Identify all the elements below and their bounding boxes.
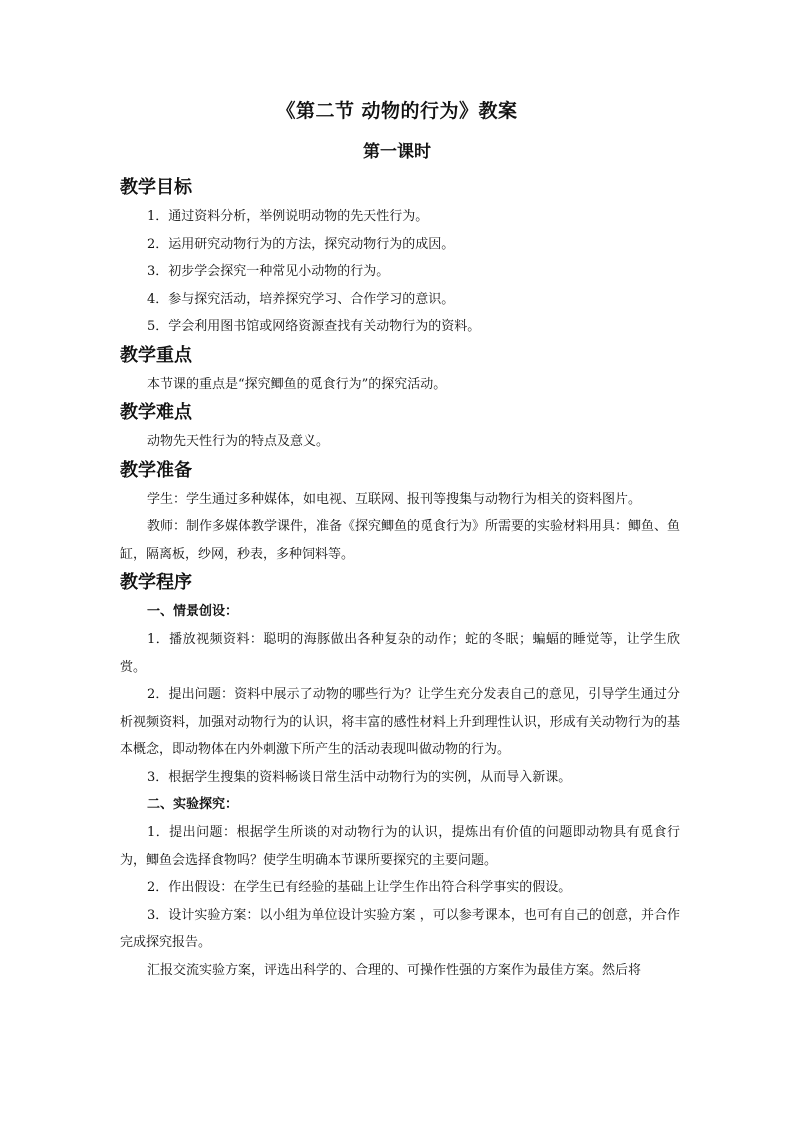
procedure-item: 1．播放视频资料：聪明的海豚做出各种复杂的动作；蛇的冬眠；蝙蝠的睡觉等，让学生欣赏。 bbox=[120, 632, 680, 675]
objective-item: 4．参与探究活动，培养探究学习、合作学习的意识。 bbox=[147, 291, 455, 307]
preparation-teacher: 教师：制作多媒体教学课件，准备《探究鲫鱼的觅食行为》所需要的实验材料用具：鲫鱼、鱼缸，隔离板，纱网，秒表，多种饲料等。 bbox=[120, 519, 681, 562]
procedure-item: 3．根据学生搜集的资料畅谈日常生活中动物行为的实例，从而导入新课。 bbox=[147, 769, 572, 785]
procedure-item: 2．提出问题：资料中展示了动物的哪些行为？让学生充分发表自己的意见，引导学生通过分析视频资料，加强对动物行为的认识，将丰富的感性材料上升到理性认识，形成有关动物行为的基本概念，即动物体在内外刺激下所产生的活动表现叫做动物的行为。 bbox=[120, 687, 680, 757]
objective-item: 5．学会利用图书馆或网络资源查找有关动物行为的资料。 bbox=[147, 319, 481, 334]
difficulty-text: 动物先天性行为的特点及意义。 bbox=[147, 434, 330, 449]
document-title: 《第二节 动物的行为》教案 bbox=[276, 100, 518, 122]
procedure-item: 3．设计实验方案：以小组为单位设计实验方案 ，可以参考课本，也可有自己的创意，并合作完成探究报告。 bbox=[120, 907, 680, 950]
objective-item: 3．初步学会探究一种常见小动物的行为。 bbox=[147, 264, 390, 279]
procedure-item: 2．作出假设：在学生已有经验的基础上让学生作出符合科学事实的假设。 bbox=[147, 880, 572, 895]
key-point-text: 本节课的重点是“探究鲫鱼的觅食行为”的探究活动。 bbox=[147, 376, 447, 392]
procedure-part2-title: 二、实验探究： bbox=[147, 797, 239, 812]
heading-key-point: 教学重点 bbox=[120, 344, 192, 366]
heading-objectives: 教学目标 bbox=[120, 177, 192, 198]
document-body bbox=[120, 173, 680, 984]
objective-item: 2．运用研究动物行为的方法，探究动物行为的成因。 bbox=[147, 236, 455, 252]
objective-item: 1．通过资料分析，举例说明动物的先天性行为。 bbox=[147, 209, 429, 224]
heading-preparation: 教学准备 bbox=[120, 459, 192, 481]
procedure-part1-title: 一、情景创设： bbox=[147, 604, 239, 619]
document-subtitle: 第一课时 bbox=[363, 142, 431, 162]
heading-difficulty: 教学难点 bbox=[120, 402, 192, 423]
preparation-students: 学生：学生通过多种媒体，如电视、互联网、报刊等搜集与动物行为相关的资料图片。 bbox=[147, 491, 642, 507]
procedure-item: 汇报交流实验方案，评选出科学的、合理的、可操作性强的方案作为最佳方案。然后将 bbox=[147, 962, 642, 978]
procedure-item: 1．提出问题：根据学生所谈的对动物行为的认识，提炼出有价值的问题即动物具有觅食行为，鲫鱼会选择食物吗？使学生明确本节课所要探究的主要问题。 bbox=[120, 825, 680, 868]
heading-procedure: 教学程序 bbox=[120, 572, 192, 593]
